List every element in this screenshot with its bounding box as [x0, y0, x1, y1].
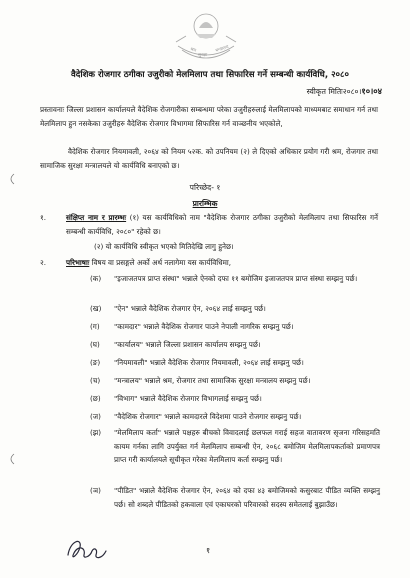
section-2-text	[66, 256, 378, 270]
preamble-authority-paragraph: वैदेशिक रोजगार नियमावली, २०६४ को नियम ५२क. को उपनियम (२) ले दिएको अधिकार प्रयोग गरी श्रम, रोजगार तथा सामाजिक सुरक्षा मन्त्रालयले यो कार्यविधि बनाएको छ।	[40, 147, 378, 170]
section-1-subsection-2: (२) यो कार्यविधि स्वीकृत भएको मितिदेखि लागु हुनेछ।	[94, 242, 234, 251]
definition-text: "ऐन" भन्नाले वैदेशिक रोजगार ऐन, २०६४ लाई सम्झनु पर्छ।	[114, 304, 266, 313]
definition-text: "नियमावली" भन्नाले वैदेशिक रोजगार नियमावली, २०६४ लाई सम्झनु पर्छ।	[114, 358, 304, 367]
definition-item	[92, 338, 380, 352]
definition-text: "पीडित" भन्नाले वैदेशिक रोजगार ऐन, २०६४ को दफा ४३ बमोजिमको कसुरबाट पीडित व्यक्ति सम्झनु पर्छ। सो शब्दले पीडितको हकवाला एवं एकाघरको परिवारको सदस्य समेतलाई बुझाउँछ।	[114, 486, 380, 509]
definition-label: (ङ)	[90, 358, 101, 367]
document-title: वैदेशिक रोजगार ठगीका उजुरीको मेलमिलाप तथा सिफारिस गर्ने सम्बन्धी कार्यविधि, २०८०	[71, 70, 349, 80]
section-1-text	[66, 211, 378, 238]
margin-mark-icon	[6, 452, 16, 466]
definition-item	[92, 484, 380, 511]
definition-text: "वैदेशिक रोजगार" भन्नाले कामदारले विदेशमा पाउने रोजगार सम्झनु पर्छ।	[114, 412, 302, 421]
definition-item	[92, 392, 380, 406]
definition-label: (ख)	[90, 304, 102, 313]
definition-text: "विभाग" भन्नाले वैदेशिक रोजगार विभागलाई सम्झनु पर्छ।	[114, 394, 262, 403]
chapter-heading: परिच्छेद- १	[189, 183, 221, 192]
approval-date-label: स्वीकृत मितिः२०८०।	[306, 87, 362, 96]
definition-label: (झ)	[90, 428, 102, 437]
definition-item	[92, 320, 380, 334]
approval-date	[307, 86, 382, 97]
approval-date-handwritten: १०।०४	[361, 86, 382, 96]
definition-text: "कामदार" भन्नाले वैदेशिक रोजगार पाउने नेपाली नागरिक सम्झनु पर्छ।	[114, 322, 294, 331]
definition-label: (ञ)	[90, 486, 101, 495]
definition-label: (घ)	[90, 340, 100, 349]
svg-text:सुरक्षा: सुरक्षा	[198, 53, 208, 58]
margin-mark-icon	[6, 172, 16, 186]
definition-text: "मेलमिलाप कर्ता" भन्नाले पक्षहरु बीचको विवादलाई छलफल गराई सहज वातावरण सृजना गरिसहमति कायम गर्नका लागि उपर्युक्त गर्न मेलमिलाप सम्बन्धी ऐन, २०६८ बमोजिम मेलमिलापकर्ताको प्रमाणपत्र प्राप्त गरी कार्यालयले सूचीकृत गरेका मेलमिलाप कर्ता सम्झनु पर्छ।	[114, 428, 380, 464]
section-1-number: १.	[40, 213, 47, 222]
svg-text:श्रम: श्रम	[189, 47, 197, 54]
chapter-subheading-text: प्रारम्भिक	[192, 199, 218, 208]
chapter-subheading	[0, 199, 410, 209]
definition-item	[92, 410, 380, 424]
definition-item	[92, 302, 380, 316]
svg-text:मन्त्रालय: मन्त्रालय	[215, 44, 230, 54]
definition-label: (ज)	[90, 412, 101, 421]
definition-text: "इजाजतपत्र प्राप्त संस्था" भन्नाले ऐनको दफा ११ बमोजिम इजाजतपत्र प्राप्त संस्था सम्झनु पर्छ।	[114, 274, 358, 283]
section-1-body: (१) यस कार्यविधिको नाम "वैदेशिक रोजगार ठगीका उजुरीको मेलमिलाप तथा सिफारिस गर्ने सम्बन्धी कार्यविधि, २०८०" रहेको छ।	[66, 213, 378, 236]
definition-item	[92, 426, 380, 467]
section-2-lead: परिभाषाः	[66, 258, 90, 267]
definition-label: (च)	[90, 376, 101, 385]
definition-label: (छ)	[90, 394, 101, 403]
page-number: १	[206, 546, 211, 555]
definition-label: (क)	[90, 274, 102, 283]
government-seal-stamp	[168, 6, 244, 62]
definition-label: (ग)	[90, 322, 100, 331]
section-1-lead: संक्षिप्त नाम र प्रारम्भः	[66, 213, 127, 222]
definition-item	[92, 272, 380, 286]
definition-item	[92, 374, 380, 388]
definition-item	[92, 356, 380, 370]
section-2-number: २.	[40, 258, 47, 267]
preamble-paragraph: प्रस्तावनाः जिल्ला प्रशासन कार्यालयले वैदेशिक रोजगारीका सम्बन्धमा परेका उजुरीहरुलाई मेलमिलापको माध्यमबाट समाधान गर्न तथा मेलमिलाप हुन नसकेका उजुरीहरु वैदेशिक रोजगार विभागमा सिफारिस गर्न वाञ्छनीय भएकोले,	[40, 105, 378, 128]
definition-text: "कार्यालय" भन्नाले जिल्ला प्रशासन कार्यालय सम्झनु पर्छ।	[114, 340, 261, 349]
definition-text: "मन्त्रालय" भन्नाले श्रम, रोजगार तथा सामाजिक सुरक्षा मन्त्रालय सम्झनु पर्छ।	[114, 376, 311, 385]
signature-image	[64, 535, 110, 565]
section-2-body: विषय वा प्रसङ्गले अर्को अर्थ नलागेमा यस कार्यविधिमा,	[91, 258, 232, 267]
